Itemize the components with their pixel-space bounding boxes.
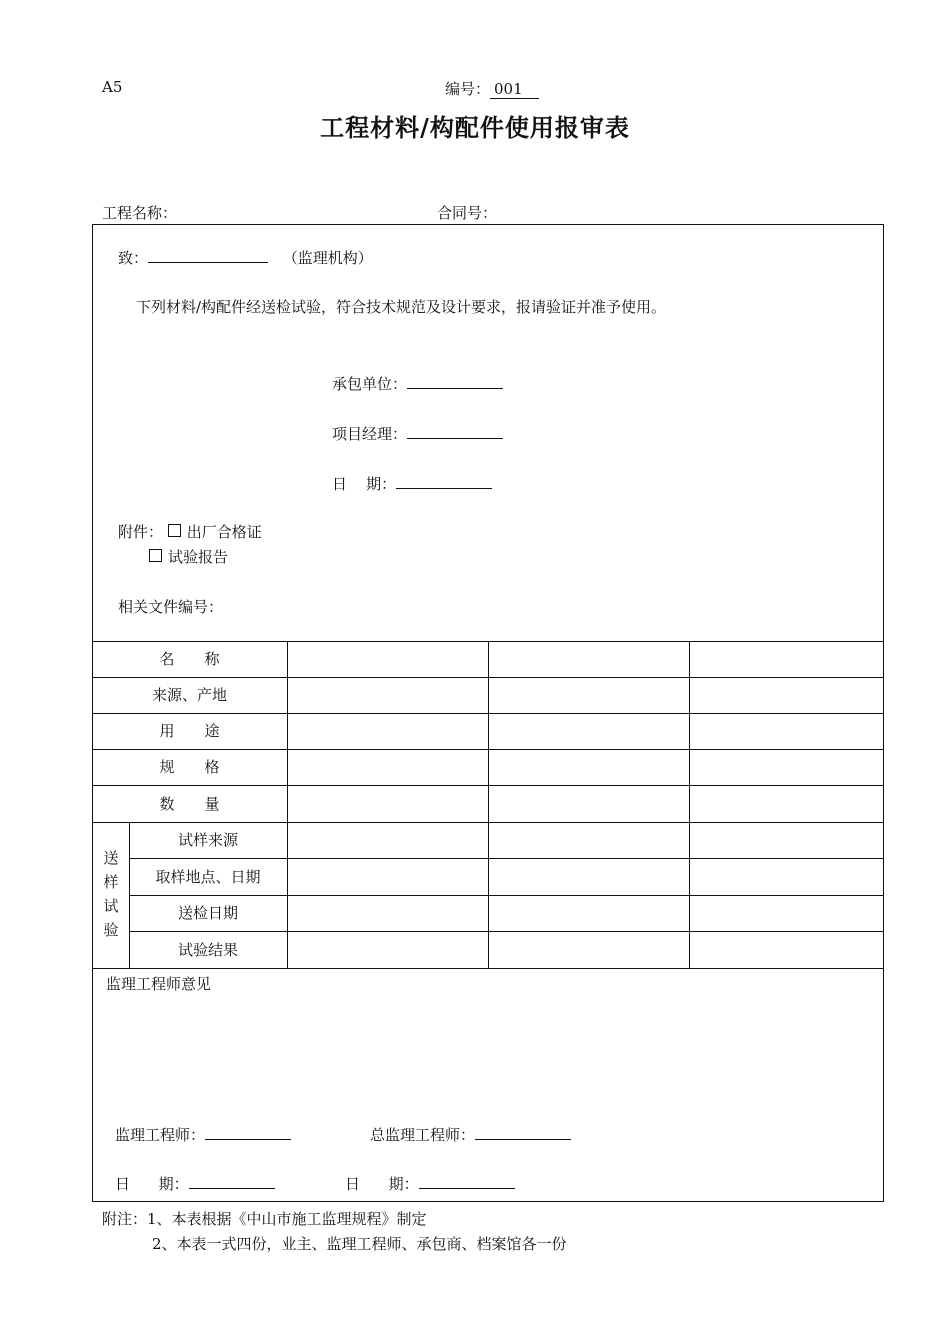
engineer-blank[interactable] <box>205 1123 291 1140</box>
statement-text: 下列材料/构配件经送检试验，符合技术规范及设计要求，报请验证并准予使用。 <box>136 298 667 316</box>
row-label-quantity: 数 量 <box>159 795 220 813</box>
row-label-name: 名 称 <box>159 650 220 668</box>
row-label-sampling-place-date: 取样地点、日期 <box>155 868 261 886</box>
chief-engineer-label: 总监理工程师： <box>370 1126 476 1144</box>
form-code: A5 <box>102 78 123 96</box>
table-col-divider <box>488 641 489 968</box>
chief-engineer-blank[interactable] <box>475 1123 571 1140</box>
form-number-label: 编号： <box>445 80 491 98</box>
row-label-spec: 规 格 <box>159 758 220 776</box>
manager-line <box>332 422 503 444</box>
manager-blank[interactable] <box>407 422 503 439</box>
contract-no-label: 合同号： <box>437 204 498 222</box>
attachment-test-report: 试验报告 <box>168 548 229 566</box>
checkbox-certificate[interactable] <box>168 524 181 537</box>
attachment-line-1 <box>118 521 262 542</box>
attachment-certificate: 出厂合格证 <box>186 523 262 541</box>
project-name-label: 工程名称： <box>102 204 178 222</box>
chief-engineer-line <box>370 1123 571 1145</box>
related-docs-label: 相关文件编号： <box>118 598 224 616</box>
row-label-sample-source: 试样来源 <box>177 831 238 849</box>
sample-group-label: 送 样 试 验 <box>103 849 119 939</box>
chief-date-blank[interactable] <box>419 1172 515 1189</box>
manager-label: 项目经理： <box>332 425 408 443</box>
opinion-label: 监理工程师意见 <box>106 975 212 993</box>
chief-date-line <box>345 1172 515 1194</box>
contractor-label: 承包单位： <box>332 375 408 393</box>
engineer-date-line <box>115 1172 275 1194</box>
contractor-line <box>332 372 503 394</box>
contractor-blank[interactable] <box>407 372 503 389</box>
attachment-line-2 <box>149 546 228 567</box>
checkbox-test-report[interactable] <box>149 549 162 562</box>
engineer-date-label: 日 期： <box>115 1175 189 1193</box>
engineer-date-blank[interactable] <box>189 1172 275 1189</box>
chief-date-label: 日 期： <box>345 1175 419 1193</box>
attachment-label: 附件： <box>118 523 164 541</box>
row-label-usage: 用 途 <box>159 722 220 740</box>
footnote-2: 2、本表一式四份，业主、监理工程师、承包商、档案馆各一份 <box>152 1235 567 1253</box>
footnote-1: 附注：1、本表根据《中山市施工监理规程》制定 <box>102 1210 427 1228</box>
to-line <box>118 246 373 268</box>
engineer-label: 监理工程师： <box>115 1126 206 1144</box>
form-number <box>445 78 539 99</box>
table-col-divider <box>287 641 288 968</box>
app-date-label: 日 期： <box>332 475 397 493</box>
page-title: 工程材料/构配件使用报审表 <box>320 113 630 142</box>
table-col-divider <box>689 641 690 968</box>
app-date-line <box>332 472 492 494</box>
table-bottom-border <box>92 968 884 969</box>
engineer-line <box>115 1123 291 1145</box>
to-blank[interactable] <box>148 246 268 263</box>
to-suffix: （监理机构） <box>282 249 373 267</box>
row-label-origin: 来源、产地 <box>151 686 227 704</box>
to-label: 致： <box>118 249 149 267</box>
app-date-blank[interactable] <box>396 472 492 489</box>
form-number-value: 001 <box>490 80 539 99</box>
row-label-test-result: 试验结果 <box>177 941 238 959</box>
row-label-submission-date: 送检日期 <box>177 904 238 922</box>
